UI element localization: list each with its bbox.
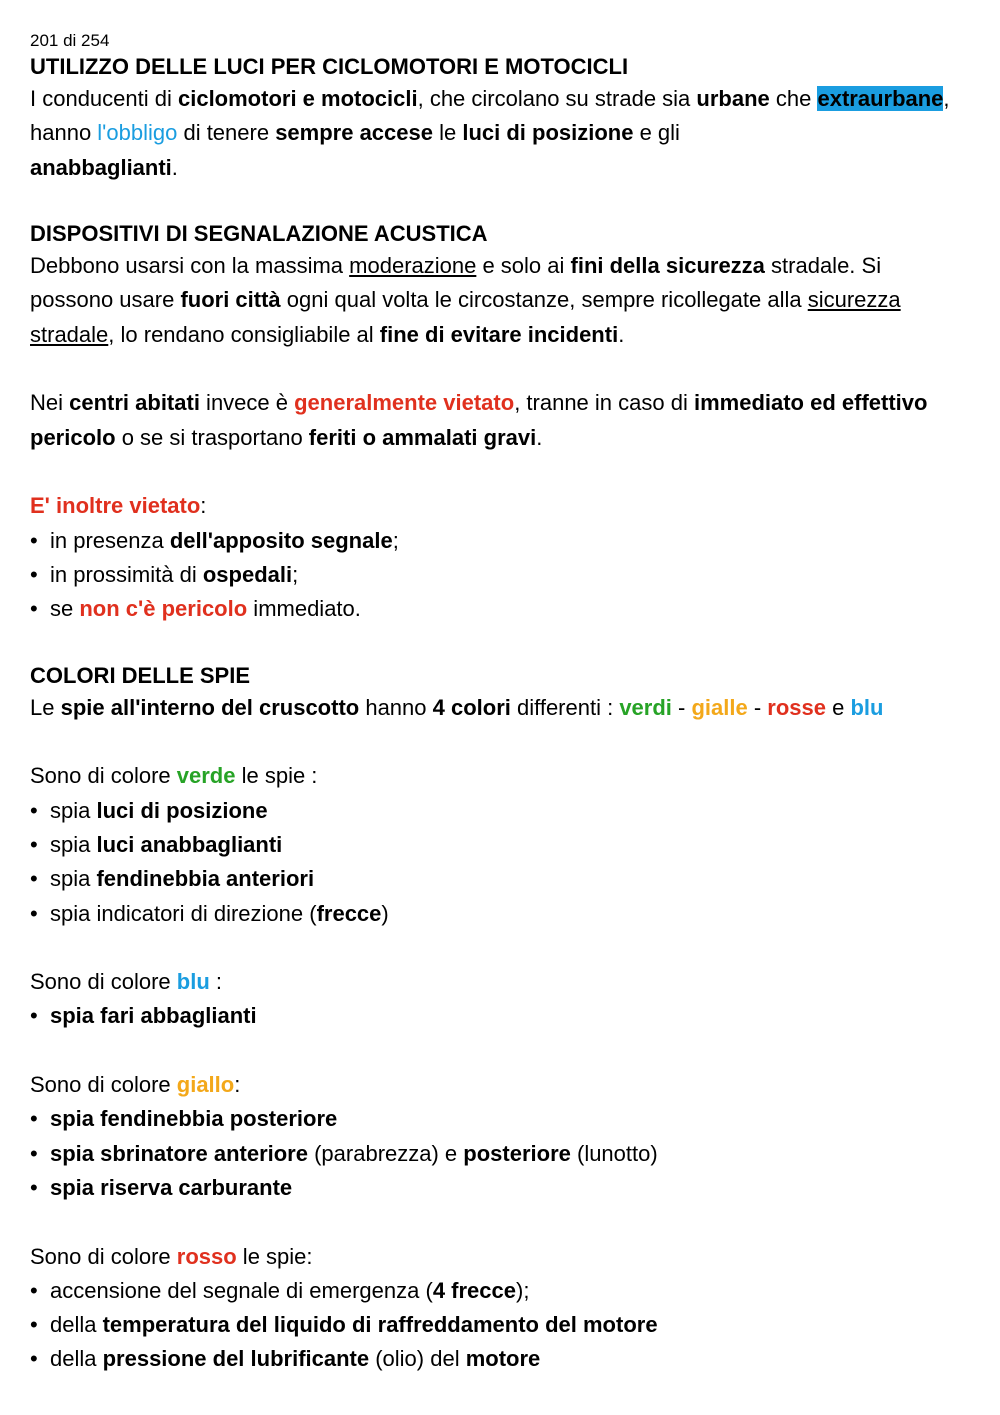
green-list xyxy=(30,794,970,931)
bullet-icon: • xyxy=(30,1346,38,1372)
text: hanno xyxy=(359,694,433,720)
list-item xyxy=(30,999,970,1033)
text: . xyxy=(171,154,178,180)
list-item xyxy=(30,1137,970,1171)
list-item xyxy=(30,524,970,558)
yellow-intro xyxy=(30,1068,970,1102)
text-red: rosso xyxy=(176,1243,237,1269)
vietato-list xyxy=(30,524,970,627)
text: : xyxy=(200,493,207,519)
red-list xyxy=(30,1274,970,1377)
text-bold: fuori città xyxy=(180,287,281,313)
text: (olio) del xyxy=(369,1346,466,1372)
paragraph-centri-abitati xyxy=(30,386,970,455)
text: Le xyxy=(30,694,61,720)
text-underlined: sicurezza stradale xyxy=(30,287,901,347)
text: spia xyxy=(50,831,97,857)
text-red: E' inoltre vietato xyxy=(30,493,201,519)
text: : xyxy=(209,969,222,995)
document-page xyxy=(30,30,970,1377)
text-bold: posteriore xyxy=(463,1140,571,1166)
list-item xyxy=(30,1102,970,1136)
text-bold: spia riserva carburante xyxy=(50,1174,293,1200)
text: - xyxy=(747,694,768,720)
list-item xyxy=(30,1342,970,1376)
bullet-icon: • xyxy=(30,561,38,587)
text-underlined: moderazione xyxy=(349,253,477,279)
text: della xyxy=(50,1312,103,1338)
text-bold: fini della sicurezza xyxy=(570,253,765,279)
bullet-icon: • xyxy=(30,1140,38,1166)
bullet-icon: • xyxy=(30,1003,38,1029)
text: Sono di colore xyxy=(30,1072,177,1098)
text-red: rosse xyxy=(767,694,826,720)
text-bold: anabbaglianti xyxy=(30,154,172,180)
text: - xyxy=(671,694,692,720)
text-bold: fine di evitare incidenti xyxy=(379,321,619,347)
section-title-luci: UTILIZZO DELLE LUCI PER CICLOMOTORI E MOTOCICLI xyxy=(30,54,629,79)
green-intro xyxy=(30,759,970,793)
blue-list xyxy=(30,999,970,1033)
text-red: generalmente vietato xyxy=(294,390,515,416)
text: spia xyxy=(50,797,97,823)
text-bold: dell'apposito segnale xyxy=(169,527,393,553)
text-bold: 4 frecce xyxy=(432,1277,516,1303)
bullet-icon: • xyxy=(30,797,38,823)
text-bold: motore xyxy=(465,1346,541,1372)
text-bold: urbane xyxy=(696,86,770,111)
text-bold: sempre accese xyxy=(275,120,433,146)
text: , hanno xyxy=(30,86,950,146)
bullet-icon: • xyxy=(30,596,38,622)
list-item xyxy=(30,1274,970,1308)
paragraph-luci xyxy=(30,82,970,185)
text: invece è xyxy=(199,390,295,416)
text: ); xyxy=(516,1277,530,1303)
text: in presenza xyxy=(50,527,170,553)
text: ) xyxy=(381,900,389,926)
list-item xyxy=(30,828,970,862)
text: che xyxy=(769,86,818,111)
text: spia xyxy=(50,866,97,892)
text: Sono di colore xyxy=(30,969,177,995)
text: e solo ai xyxy=(476,253,571,279)
text: e gli xyxy=(633,120,680,146)
text-bold: ospedali xyxy=(202,561,293,587)
text: immediato. xyxy=(247,596,361,622)
text-bold: spie all'interno del cruscotto xyxy=(60,694,360,720)
text: di tenere xyxy=(177,120,276,146)
bullet-icon: • xyxy=(30,900,38,926)
text: . xyxy=(618,321,625,347)
bullet-icon: • xyxy=(30,1312,38,1338)
text-bold: spia sbrinatore anteriore xyxy=(50,1140,308,1166)
text: . xyxy=(536,424,543,450)
text: differenti : xyxy=(510,694,620,720)
text: ; xyxy=(392,527,399,553)
text: della xyxy=(50,1346,103,1372)
text-bold: feriti o ammalati gravi xyxy=(308,424,537,450)
text-yellow: gialle xyxy=(691,694,748,720)
text-yellow: giallo xyxy=(176,1072,235,1098)
text: le spie: xyxy=(236,1243,313,1269)
text: ogni qual volta le circostanze, sempre ricollegate alla xyxy=(280,287,808,313)
list-item xyxy=(30,1171,970,1205)
text: (parabrezza) e xyxy=(307,1140,464,1166)
text: e xyxy=(826,694,851,720)
text: le spie : xyxy=(235,763,318,789)
list-item xyxy=(30,1308,970,1342)
bullet-icon: • xyxy=(30,831,38,857)
text: stradale. Si possono usare xyxy=(30,253,882,313)
text: , che circolano su strade sia xyxy=(417,86,697,111)
text-bold: immediato ed effettivo pericolo xyxy=(30,390,928,450)
vietato-intro xyxy=(30,489,970,523)
text-blue: blu xyxy=(850,694,884,720)
section-title-acustica: DISPOSITIVI DI SEGNALAZIONE ACUSTICA xyxy=(30,221,488,247)
red-intro xyxy=(30,1240,970,1274)
text-bold: luci anabbaglianti xyxy=(96,831,283,857)
text: , tranne in caso di xyxy=(514,390,694,416)
text: se xyxy=(50,596,80,622)
text: Debbono usarsi con la massima xyxy=(30,253,350,279)
list-item xyxy=(30,592,970,626)
bullet-icon: • xyxy=(30,866,38,892)
text-bold: pressione del lubrificante xyxy=(102,1346,370,1372)
text-bold: luci di posizione xyxy=(96,797,268,823)
text: , lo rendano consigliabile al xyxy=(108,321,380,347)
bullet-icon: • xyxy=(30,1277,38,1303)
list-item xyxy=(30,794,970,828)
text: Sono di colore xyxy=(30,763,177,789)
paragraph-colori xyxy=(30,691,970,725)
text-bold: temperatura del liquido di raffreddamento del motore xyxy=(102,1312,658,1338)
text-bold: frecce xyxy=(316,900,382,926)
list-item xyxy=(30,862,970,896)
list-item xyxy=(30,897,970,931)
text: I conducenti di xyxy=(30,86,178,111)
page-number: 201 di 254 xyxy=(30,31,110,50)
highlighted-text[interactable]: extraurbane xyxy=(817,86,944,111)
paragraph-acustica xyxy=(30,249,970,352)
text-bold: ciclomotori e motocicli xyxy=(177,86,418,111)
text-red: non c'è pericolo xyxy=(79,596,248,622)
text: ; xyxy=(292,561,299,587)
bullet-icon: • xyxy=(30,1174,38,1200)
text: spia indicatori di direzione ( xyxy=(50,900,317,926)
bullet-icon: • xyxy=(30,527,38,553)
text: Nei xyxy=(30,390,70,416)
bullet-icon: • xyxy=(30,1106,38,1132)
text: in prossimità di xyxy=(50,561,203,587)
text: le xyxy=(432,120,463,146)
text-blue: blu xyxy=(176,969,210,995)
blue-intro xyxy=(30,965,970,999)
text: : xyxy=(234,1072,241,1098)
yellow-list xyxy=(30,1102,970,1205)
text: Sono di colore xyxy=(30,1243,177,1269)
text-green: verdi xyxy=(619,694,672,720)
text-bold: luci di posizione xyxy=(462,120,634,146)
text-bold: fendinebbia anteriori xyxy=(96,866,315,892)
section-title-colori: COLORI DELLE SPIE xyxy=(30,662,251,688)
text-bold: spia fendinebbia posteriore xyxy=(50,1106,338,1132)
text-bold: centri abitati xyxy=(69,390,200,416)
text: o se si trasportano xyxy=(115,424,309,450)
text: accensione del segnale di emergenza ( xyxy=(50,1277,433,1303)
list-item xyxy=(30,558,970,592)
text-bold: 4 colori xyxy=(432,694,511,720)
text-bold: spia fari abbaglianti xyxy=(50,1003,257,1029)
text-blue: l'obbligo xyxy=(97,120,178,146)
text-green: verde xyxy=(176,763,236,789)
text: (lunotto) xyxy=(570,1140,658,1166)
